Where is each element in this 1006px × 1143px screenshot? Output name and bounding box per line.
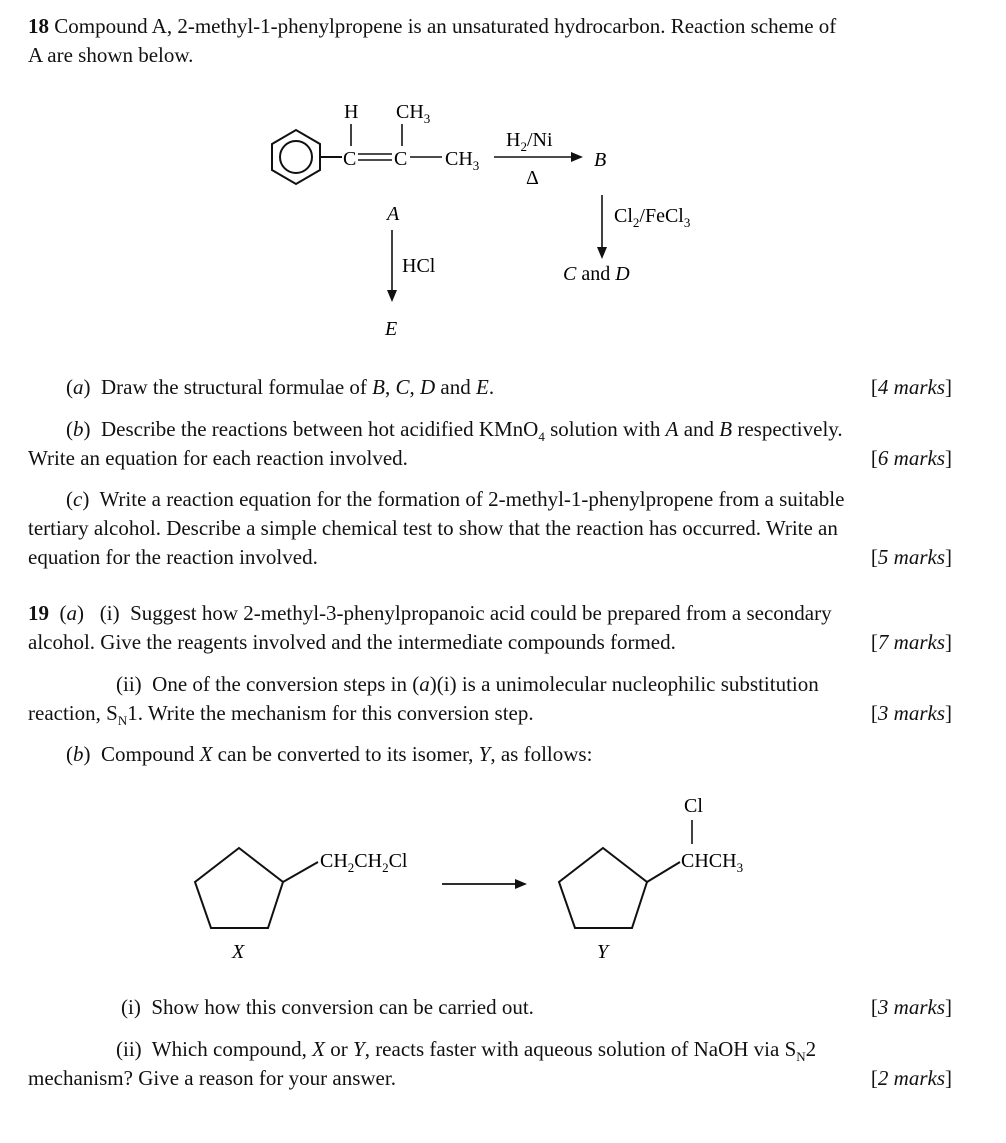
product-E: E [385,318,398,340]
q19-number: 19 [28,601,49,625]
x-substituent: $CH_2CH_2Cl$ [320,850,408,875]
q19-reaction-scheme [0,780,1006,980]
q19-a-ii-line1: (ii) One of the conversion steps in (a)(i) is a unimolecular nucleophilic substitution [116,672,819,696]
scheme-H: H [344,101,359,123]
q19-a-ii-line2: reaction, $S_N1$. Write the mechanism for this conversion step. [28,701,534,729]
q18-intro-line2: A are shown below. [28,43,194,67]
q19-b-ii-line2: mechanism? Give a reason for your answer. [28,1066,396,1090]
y-substituent: $CHCH_3$ [681,850,744,875]
q19-b-i: (i) Show how this conversion can be carried out. [121,995,534,1019]
q18-part-a-marks: [4 marks] [870,375,952,399]
q18-part-c-line3: equation for the reaction involved. [28,545,318,569]
q19-a-ii-marks: [3 marks] [870,701,952,725]
q19-b-i-marks: [3 marks] [870,995,952,1019]
label-Y: Y [597,941,609,963]
y-cl: Cl [684,795,703,817]
scheme-C2: C [394,148,408,170]
q18-intro-text: Compound A, 2-methyl-1-phenylpropene is an unsaturated hydrocarbon. Reaction scheme of [54,14,837,38]
q18-part-a: (a) Draw the structural formulae of B, C, D and E. [66,375,495,399]
q18-part-b-line1: (b) Describe the reactions between hot acidified KMnO$_4$ solution with A and B respectively. [66,417,843,445]
q19-a-i-line2: alcohol. Give the reagents involved and the intermediate compounds formed. [28,630,676,654]
q19-a-i-line1: 19 (a) (i) Suggest how 2-methyl-3-phenylpropanoic acid could be prepared from a secondary [28,601,832,625]
q18-part-b-line2: Write an equation for each reaction involved. [28,446,408,470]
q18-number: 18 [28,14,49,38]
q18-part-b-marks: [6 marks] [870,446,952,470]
q18-part-c-marks: [5 marks] [870,545,952,569]
reagent-delta: Δ [526,167,539,189]
cyclopentane-Y [559,848,647,928]
scheme-CH3-top: $CH_3$ [396,101,431,126]
label-X: X [232,941,245,963]
q19-a-i-marks: [7 marks] [870,630,952,654]
q19-b-i-text: Show how this conversion can be carried out. [151,995,534,1019]
q18-intro-line1 [28,13,836,40]
q18-part-c-line2: tertiary alcohol. Describe a simple chemical test to show that the reaction has occurred. Write an [28,516,838,540]
q18-part-c-text1: Write a reaction equation for the formation of 2-methyl-1-phenylpropene from a suitable [99,487,845,511]
reagent-cl2-fecl3: $Cl_2/FeCl_3$ [614,205,691,230]
label-A: A [387,203,400,225]
cyclopentane-X [195,848,283,928]
q19-b-ii-marks: [2 marks] [870,1066,952,1090]
products-C-and-D: C and D [563,263,630,285]
q18-part-c-line1: (c) Write a reaction equation for the formation of 2-methyl-1-phenylpropene from a suitable [66,487,845,511]
scheme-CH3-right: $CH_3$ [445,148,480,173]
q19-b: (b) Compound X can be converted to its isomer, Y, as follows: [66,742,593,766]
q19-a-i-text1: Suggest how 2-methyl-3-phenylpropanoic acid could be prepared from a secondary [130,601,832,625]
q19-b-ii-line1: (ii) Which compound, X or Y, reacts faster with aqueous solution of NaOH via $S_N2$ [116,1037,817,1065]
reagent-HCl: HCl [402,255,436,277]
reagent-h2-ni: $H_2/Ni$ [506,129,553,154]
product-B: B [594,149,607,171]
benzene-inner-circle [280,141,312,173]
scheme-C1: C [343,148,357,170]
